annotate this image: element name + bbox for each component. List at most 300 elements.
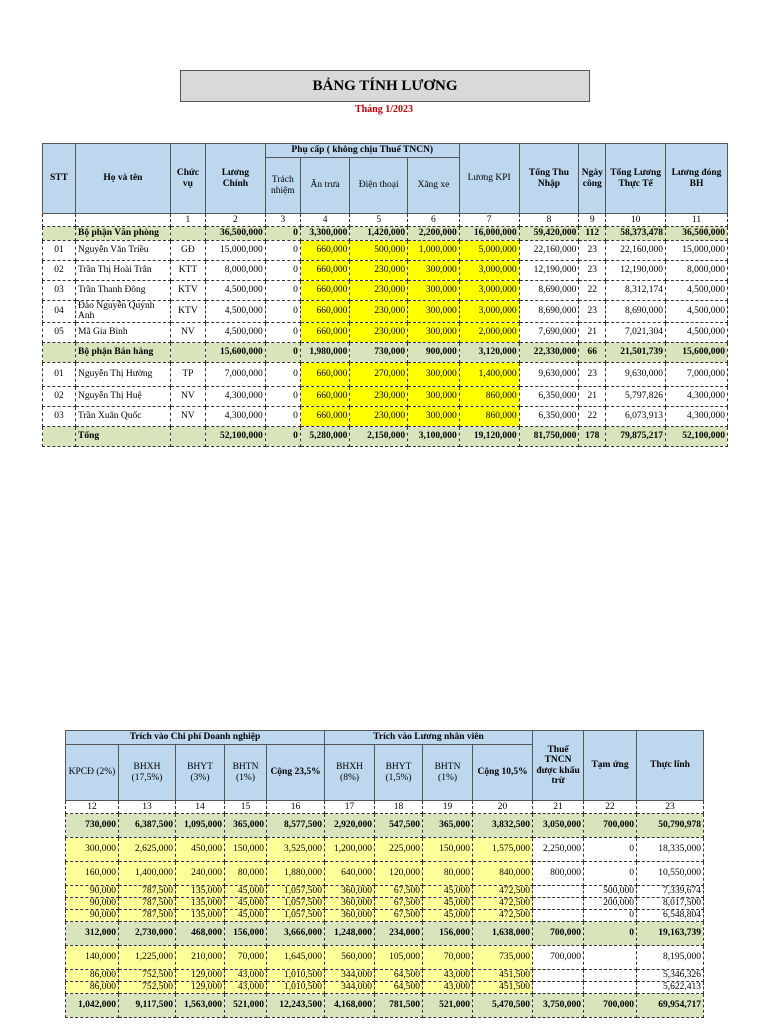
col-total-income: Tổng Thu Nhập: [519, 144, 579, 214]
table-cell: 4,500,000: [666, 301, 728, 323]
table-cell: 3,050,000: [533, 814, 584, 838]
table-cell: 67,500: [375, 898, 423, 910]
table-cell: 105,000: [375, 946, 423, 970]
table-cell: 660,000: [300, 406, 350, 426]
table-cell: 12,190,000: [519, 261, 579, 281]
index-cell: 14: [176, 801, 225, 814]
table-cell: 8,312,174: [606, 281, 666, 301]
table-cell: 1,645,000: [267, 946, 325, 970]
table-row: [43, 281, 728, 301]
table-cell: 1,638,000: [473, 922, 533, 946]
table-cell: 8,577,500: [267, 814, 325, 838]
table-cell: 781,500: [375, 994, 423, 1018]
table-cell: 9,630,000: [606, 362, 666, 386]
table-cell: 03: [43, 281, 76, 301]
table-cell: 2,150,000: [350, 426, 408, 446]
table-cell: 45,000: [423, 886, 473, 898]
table-cell: 3,832,500: [473, 814, 533, 838]
table-cell: 86,000: [66, 982, 119, 994]
table-cell: 730,000: [350, 342, 408, 362]
table-cell: 12,190,000: [606, 261, 666, 281]
table-cell: [43, 342, 76, 362]
name-cell: Nguyễn Văn Triều: [76, 241, 171, 261]
table-cell: 521,000: [225, 994, 267, 1018]
table-cell: 0: [265, 322, 300, 342]
table-cell: NV: [170, 386, 205, 406]
table-cell: 7,690,000: [519, 322, 579, 342]
table-row: [66, 838, 704, 862]
table-cell: 64,500: [375, 982, 423, 994]
table-cell: 0: [584, 922, 637, 946]
table-cell: 0: [265, 406, 300, 426]
table-cell: 23: [579, 241, 606, 261]
table-cell: 344,000: [325, 970, 375, 982]
table-cell: 67,500: [375, 910, 423, 922]
index-cell: 20: [473, 801, 533, 814]
table-cell: 500,000: [350, 241, 408, 261]
table-cell: 3,000,000: [459, 301, 519, 323]
col-net-pay: Thực lĩnh: [637, 731, 704, 801]
table-cell: 312,000: [66, 922, 119, 946]
group-row: [66, 994, 704, 1018]
table-cell: 230,000: [350, 301, 408, 323]
name-cell: Đào Nguyễn Quỳnh Anh: [76, 301, 171, 323]
col-phone: Điện thoại: [350, 158, 408, 214]
table-cell: 43,000: [225, 982, 267, 994]
index-cell: 13: [119, 801, 176, 814]
table-cell: 67,500: [375, 886, 423, 898]
table-row: [66, 886, 704, 898]
table-cell: KTV: [170, 301, 205, 323]
table-cell: 2,200,000: [408, 227, 460, 241]
table-cell: 01: [43, 241, 76, 261]
table-cell: 300,000: [408, 281, 460, 301]
table-cell: 1,010,500: [267, 982, 325, 994]
col-allowance-group: Phụ cấp ( không chịu Thuế TNCN): [265, 144, 459, 158]
table-cell: [533, 910, 584, 922]
table-cell: 2,730,000: [119, 922, 176, 946]
table-cell: 129,000: [176, 970, 225, 982]
table-cell: 6,350,000: [519, 406, 579, 426]
table-cell: 521,000: [423, 994, 473, 1018]
table-cell: 160,000: [66, 862, 119, 886]
table-cell: 0: [265, 227, 300, 241]
table-cell: 6,387,500: [119, 814, 176, 838]
table-cell: 3,120,000: [459, 342, 519, 362]
col-position: Chức vụ: [170, 144, 205, 214]
table-cell: 10,550,000: [637, 862, 704, 886]
table-cell: 70,000: [225, 946, 267, 970]
table-cell: 1,880,000: [267, 862, 325, 886]
table-row: [43, 386, 728, 406]
index-cell: 17: [325, 801, 375, 814]
table-cell: 22: [579, 406, 606, 426]
table-cell: 365,000: [423, 814, 473, 838]
table-cell: TP: [170, 362, 205, 386]
table-cell: 225,000: [375, 838, 423, 862]
table-cell: 1,563,000: [176, 994, 225, 1018]
table-cell: 150,000: [423, 838, 473, 862]
table-cell: 0: [265, 362, 300, 386]
table-cell: 472,500: [473, 910, 533, 922]
table-cell: 21: [579, 322, 606, 342]
name-cell: Trần Thị Hoài Trân: [76, 261, 171, 281]
table-cell: 752,500: [119, 982, 176, 994]
table-cell: 468,000: [176, 922, 225, 946]
index-row: [66, 801, 704, 814]
table-cell: 6,548,804: [637, 910, 704, 922]
name-cell: Trần Xuân Quốc: [76, 406, 171, 426]
table-cell: 300,000: [408, 301, 460, 323]
group-row: [66, 922, 704, 946]
table-cell: 700,000: [533, 922, 584, 946]
index-cell: 3: [265, 214, 300, 227]
table-cell: 0: [265, 301, 300, 323]
table-cell: 22,160,000: [519, 241, 579, 261]
table-cell: 0: [265, 261, 300, 281]
table-row: [43, 301, 728, 323]
table-cell: 300,000: [408, 362, 460, 386]
table-row: [43, 322, 728, 342]
group-row: [66, 814, 704, 838]
table-cell: 1,057,500: [267, 898, 325, 910]
table-cell: [533, 982, 584, 994]
table-cell: 2,000,000: [459, 322, 519, 342]
col-name: Họ và tên: [76, 144, 171, 214]
col-workdays: Ngày công: [579, 144, 606, 214]
col-fuel: Xăng xe: [408, 158, 460, 214]
table-cell: 1,000,000: [408, 241, 460, 261]
table-cell: [43, 426, 76, 446]
table-cell: 90,000: [66, 898, 119, 910]
table-cell: 360,000: [325, 886, 375, 898]
table-cell: 1,400,000: [119, 862, 176, 886]
col-stt: STT: [43, 144, 76, 214]
table-cell: 300,000: [408, 386, 460, 406]
table-cell: 156,000: [225, 922, 267, 946]
table-cell: KTV: [170, 281, 205, 301]
index-cell: 19: [423, 801, 473, 814]
index-cell: 6: [408, 214, 460, 227]
table-cell: 700,000: [584, 814, 637, 838]
table-cell: 230,000: [350, 261, 408, 281]
table-cell: 45,000: [225, 886, 267, 898]
table-cell: 02: [43, 261, 76, 281]
index-cell: 5: [350, 214, 408, 227]
table-cell: 4,500,000: [666, 281, 728, 301]
table-cell: 7,000,000: [666, 362, 728, 386]
table-cell: 1,420,000: [350, 227, 408, 241]
table-cell: 640,000: [325, 862, 375, 886]
table-cell: 0: [265, 241, 300, 261]
col-responsibility: Trách nhiệm: [265, 158, 300, 214]
table-cell: [584, 970, 637, 982]
table-cell: 70,000: [423, 946, 473, 970]
table-cell: 8,017,500: [637, 898, 704, 910]
table-cell: 43,000: [423, 970, 473, 982]
page-subtitle: Tháng 1/2023: [354, 104, 414, 115]
col-tax: Thuế TNCN được khấu trừ: [533, 731, 584, 801]
table-cell: 4,500,000: [205, 322, 265, 342]
table-cell: 0: [265, 281, 300, 301]
table-cell: 1,057,500: [267, 910, 325, 922]
table-cell: 270,000: [350, 362, 408, 386]
table-cell: 660,000: [300, 322, 350, 342]
table-cell: 200,000: [584, 898, 637, 910]
table-cell: 230,000: [350, 322, 408, 342]
table-cell: 3,100,000: [408, 426, 460, 446]
index-cell: 22: [584, 801, 637, 814]
table-row: [66, 946, 704, 970]
table-cell: 86,000: [66, 970, 119, 982]
table-cell: 660,000: [300, 261, 350, 281]
name-cell: Bộ phận Văn phòng: [76, 227, 171, 241]
table-cell: 4,500,000: [666, 322, 728, 342]
table-cell: 8,000,000: [205, 261, 265, 281]
table-cell: 7,021,304: [606, 322, 666, 342]
table-cell: 0: [265, 426, 300, 446]
table-cell: 02: [43, 386, 76, 406]
table-cell: [533, 898, 584, 910]
table-cell: 23: [579, 362, 606, 386]
table-cell: [584, 982, 637, 994]
table-cell: 4,500,000: [205, 301, 265, 323]
index-cell: 9: [579, 214, 606, 227]
table-cell: GĐ: [170, 241, 205, 261]
deduction-table: [65, 730, 704, 1018]
table-cell: 210,000: [176, 946, 225, 970]
table-cell: 5,000,000: [459, 241, 519, 261]
table-cell: 8,000,000: [666, 261, 728, 281]
table-cell: 4,500,000: [205, 281, 265, 301]
table-cell: 23: [579, 301, 606, 323]
table-cell: 860,000: [459, 406, 519, 426]
table-cell: 8,690,000: [519, 281, 579, 301]
table-row: [66, 910, 704, 922]
table-cell: 5,797,826: [606, 386, 666, 406]
table-cell: 112: [579, 227, 606, 241]
table-cell: 0: [584, 862, 637, 886]
table-cell: 156,000: [423, 922, 473, 946]
group-row: [43, 227, 728, 241]
index-cell: 12: [66, 801, 119, 814]
index-cell: [76, 214, 171, 227]
name-cell: Nguyễn Thị Hường: [76, 362, 171, 386]
table-cell: 69,954,717: [637, 994, 704, 1018]
col-insurance-salary: Lương đóng BH: [666, 144, 728, 214]
table-cell: 700,000: [584, 994, 637, 1018]
table-row: [43, 261, 728, 281]
table-cell: 23: [579, 261, 606, 281]
table-cell: [43, 227, 76, 241]
table-cell: 21: [579, 386, 606, 406]
table-cell: [533, 970, 584, 982]
table-cell: 7,000,000: [205, 362, 265, 386]
table-cell: 45,000: [423, 910, 473, 922]
index-cell: 10: [606, 214, 666, 227]
index-cell: 2: [205, 214, 265, 227]
table-cell: 472,500: [473, 898, 533, 910]
index-cell: 18: [375, 801, 423, 814]
table-cell: 66: [579, 342, 606, 362]
table-cell: 150,000: [225, 838, 267, 862]
table-cell: 660,000: [300, 386, 350, 406]
table-cell: 230,000: [350, 386, 408, 406]
table-cell: 8,195,000: [637, 946, 704, 970]
table-cell: 5,470,500: [473, 994, 533, 1018]
page-title: BẢNG TÍNH LƯƠNG: [180, 70, 590, 102]
table-cell: 05: [43, 322, 76, 342]
table-cell: 787,500: [119, 886, 176, 898]
table-cell: 840,000: [473, 862, 533, 886]
table-cell: 50,790,978: [637, 814, 704, 838]
table-cell: 0: [265, 386, 300, 406]
table-cell: 135,000: [176, 910, 225, 922]
table-cell: 360,000: [325, 910, 375, 922]
table-cell: 472,500: [473, 886, 533, 898]
name-cell: Mã Gia Bình: [76, 322, 171, 342]
table-cell: 178: [579, 426, 606, 446]
table-cell: 300,000: [66, 838, 119, 862]
table-cell: 4,168,000: [325, 994, 375, 1018]
table-row: [43, 241, 728, 261]
table-cell: 19,120,000: [459, 426, 519, 446]
table-cell: 90,000: [66, 910, 119, 922]
table-cell: 800,000: [533, 862, 584, 886]
table-cell: [533, 886, 584, 898]
table-cell: 547,500: [375, 814, 423, 838]
table-cell: 01: [43, 362, 76, 386]
index-cell: [43, 214, 76, 227]
table-cell: 22: [579, 281, 606, 301]
col-sum-company: Cộng 23,5%: [267, 745, 325, 801]
table-cell: 90,000: [66, 886, 119, 898]
table-cell: 500,000: [584, 886, 637, 898]
col-kpcd: KPCĐ (2%): [66, 745, 119, 801]
col-bhxh-company: BHXH (17,5%): [119, 745, 176, 801]
table-cell: 81,750,000: [519, 426, 579, 446]
table-cell: 15,000,000: [666, 241, 728, 261]
table-cell: 79,875,217: [606, 426, 666, 446]
index-cell: 23: [637, 801, 704, 814]
table-cell: 660,000: [300, 362, 350, 386]
table-cell: 8,690,000: [519, 301, 579, 323]
table-cell: 135,000: [176, 898, 225, 910]
table-cell: 1,225,000: [119, 946, 176, 970]
table-cell: 5,622,413: [637, 982, 704, 994]
table-cell: 52,100,000: [666, 426, 728, 446]
table-row: [43, 362, 728, 386]
table-cell: 22,160,000: [606, 241, 666, 261]
col-bhyt-company: BHYT (3%): [176, 745, 225, 801]
table-row: [66, 898, 704, 910]
table-cell: 52,100,000: [205, 426, 265, 446]
table-cell: 18,335,000: [637, 838, 704, 862]
table-row: [43, 406, 728, 426]
table-cell: 21,501,739: [606, 342, 666, 362]
table-cell: 300,000: [408, 261, 460, 281]
table-cell: 9,117,500: [119, 994, 176, 1018]
table-cell: KTT: [170, 261, 205, 281]
table-cell: 45,000: [423, 898, 473, 910]
table-cell: 59,420,000: [519, 227, 579, 241]
table-row: [66, 862, 704, 886]
table-cell: 7,339,674: [637, 886, 704, 898]
table-cell: 2,920,000: [325, 814, 375, 838]
table-cell: 660,000: [300, 241, 350, 261]
table-cell: 451,500: [473, 970, 533, 982]
index-cell: 21: [533, 801, 584, 814]
table-cell: [170, 342, 205, 362]
table-cell: 787,500: [119, 910, 176, 922]
table-cell: 0: [584, 838, 637, 862]
table-cell: 15,600,000: [205, 342, 265, 362]
table-cell: 230,000: [350, 406, 408, 426]
col-advance: Tạm ứng: [584, 731, 637, 801]
table-cell: 45,000: [225, 910, 267, 922]
table-cell: 451,500: [473, 982, 533, 994]
table-cell: 1,248,000: [325, 922, 375, 946]
table-cell: 0: [265, 342, 300, 362]
table-cell: 135,000: [176, 886, 225, 898]
table-cell: 3,000,000: [459, 261, 519, 281]
table-cell: 300,000: [408, 322, 460, 342]
table-cell: 752,500: [119, 970, 176, 982]
table-cell: 230,000: [350, 281, 408, 301]
table-cell: 450,000: [176, 838, 225, 862]
table-cell: 860,000: [459, 386, 519, 406]
table-cell: 900,000: [408, 342, 460, 362]
table-cell: 3,666,000: [267, 922, 325, 946]
table-cell: 344,000: [325, 982, 375, 994]
table-cell: 365,000: [225, 814, 267, 838]
table-cell: 80,000: [225, 862, 267, 886]
name-cell: Tổng: [76, 426, 171, 446]
col-bhxh-employee: BHXH (8%): [325, 745, 375, 801]
table-cell: 2,250,000: [533, 838, 584, 862]
salary-table: [42, 143, 728, 447]
table-cell: 120,000: [375, 862, 423, 886]
table-cell: 03: [43, 406, 76, 426]
name-cell: Trần Thanh Đông: [76, 281, 171, 301]
index-cell: 15: [225, 801, 267, 814]
table-cell: 3,300,000: [300, 227, 350, 241]
col-sum-employee: Cộng 10,5%: [473, 745, 533, 801]
table-cell: 5,346,326: [637, 970, 704, 982]
table-cell: 560,000: [325, 946, 375, 970]
table-cell: 3,000,000: [459, 281, 519, 301]
table-cell: NV: [170, 322, 205, 342]
table-cell: 1,575,000: [473, 838, 533, 862]
table-row: [66, 970, 704, 982]
col-base-salary: Lương Chính: [205, 144, 265, 214]
table-cell: [170, 227, 205, 241]
table-cell: [170, 426, 205, 446]
table-cell: 58,373,478: [606, 227, 666, 241]
name-cell: Nguyễn Thị Huệ: [76, 386, 171, 406]
table-cell: 1,200,000: [325, 838, 375, 862]
table-cell: 1,095,000: [176, 814, 225, 838]
table-cell: 12,243,500: [267, 994, 325, 1018]
table-cell: 1,010,500: [267, 970, 325, 982]
table-cell: 5,280,000: [300, 426, 350, 446]
table-cell: 129,000: [176, 982, 225, 994]
index-row: [43, 214, 728, 227]
col-lunch: Ăn trưa: [300, 158, 350, 214]
table-cell: 6,350,000: [519, 386, 579, 406]
group-row: [43, 342, 728, 362]
table-cell: 1,980,000: [300, 342, 350, 362]
